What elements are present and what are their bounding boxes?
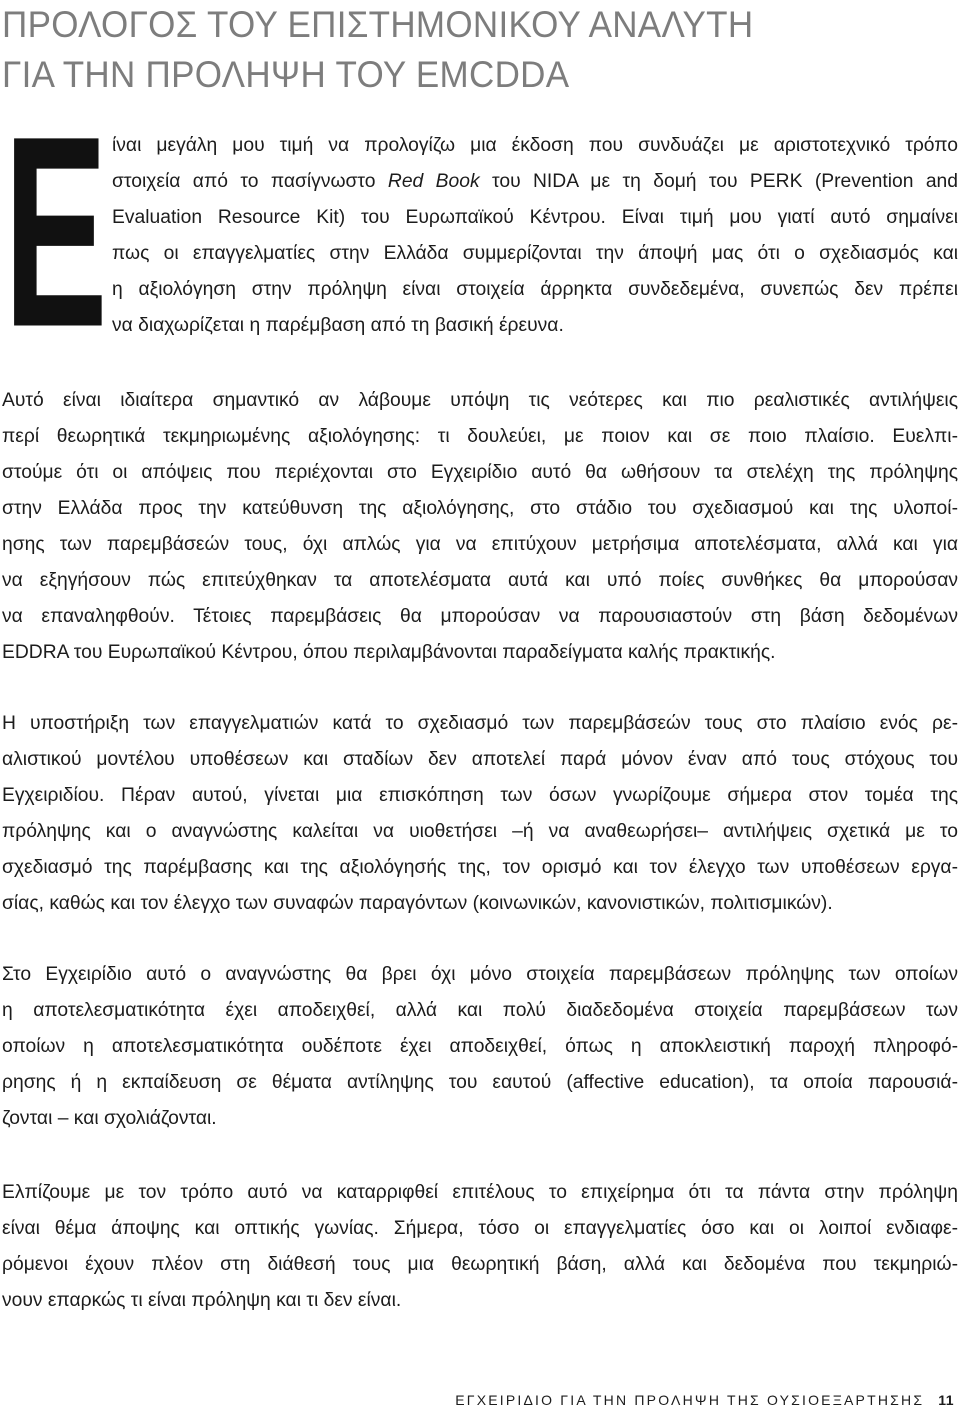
page-title (2, 0, 952, 100)
intro-line: ίναι μεγάλη μου τιμή να προλογίζω μια έκδοση που συνδυάζει με αριστοτεχνικό τρόπο (112, 135, 958, 156)
paragraph-line: σχεδιασμό της παρέμβασης και της αξιολόγησής της, τον ορισμό και τον έλεγχο των υποθέσεων εργα- (2, 857, 958, 878)
footer-title: ΕΓΧΕΙΡΙΔΙΟ ΓΙΑ ΤΗΝ ΠΡΟΛΗΨΗ ΤΗΣ ΟΥΣΙΟΕΞΑΡΤΗΣΗΣ (455, 1392, 925, 1408)
page-title-line-1: ΠΡΟΛΟΓΟΣ ΤΟΥ ΕΠΙΣΤΗΜΟΝΙΚΟΥ ΑΝΑΛΥΤΗ (2, 4, 754, 46)
paragraph-line: περί θεωρητικά τεκμηριωμένης αξιολόγησης: τι δουλεύει, με ποιον και σε ποιο πλαίσιο. Ευελπι- (2, 426, 958, 447)
paragraph-line: Στο Εγχειρίδιο αυτό ο αναγνώστης θα βρει όχι μόνο στοιχεία παρεμβάσεων πρόληψης των οποίων (2, 964, 958, 985)
paragraph-line: στούμε ότι οι απόψεις που περιέχονται στο Εγχειρίδιο αυτό θα ωθήσουν τα στελέχη της πρόληψης (2, 462, 958, 483)
paragraph-line: να εξηγήσουν πώς επιτεύχθηκαν τα αποτελέσματα αυτά και υπό ποίες συνθήκες θα μπορούσαν (2, 570, 958, 591)
paragraph-line: αλιστικού μοντέλου υποθέσεων και σταδίων δεν αποτελεί παρά μόνον έναν από τους στόχους του (2, 749, 958, 770)
paragraph-line: η αποτελεσματικότητα έχει αποδειχθεί, αλλά και πολύ διαδεδομένα στοιχεία παρεμβάσεων των (2, 1000, 958, 1021)
paragraph-line: Αυτό είναι ιδιαίτερα σημαντικό αν λάβουμε υπόψη τις νεότερες και πιο ρεαλιστικές αντιλήψεις (2, 390, 958, 411)
intro-line: η αξιολόγηση στην πρόληψη είναι στοιχεία άρρηκτα συνδεδεμένα, συνεπώς δεν πρέπει (112, 279, 958, 300)
red-book-title: Red Book (387, 171, 480, 192)
paragraph-line: Ελπίζουμε με τον τρόπο αυτό να καταρριφθεί επιτέλους το επιχείρημα ότι τα πάντα στην πρόληψη (2, 1182, 958, 1203)
drop-cap-letter: Ε (3, 80, 109, 384)
paragraph-line: ζονται – και σχολιάζονται. (2, 1108, 217, 1129)
intro-line: πως οι επαγγελματίες στην Ελλάδα συμμερίζονται την άποψή μας ότι ο σχεδιασμός και (112, 243, 958, 264)
intro-line: να διαχωρίζεται η παρέμβαση από τη βασική έρευνα. (112, 315, 564, 336)
paragraph-line: ρόμενοι έχουν πλέον στη διάθεσή τους μια θεωρητική βάση, αλλά και δεδομένα που τεκμηριώ- (2, 1254, 958, 1275)
paragraph-line: είναι θέμα άποψης και οπτικής γωνίας. Σήμερα, τόσο οι επαγγελματίες όσο και οι λοιποί ενδιαφε- (2, 1218, 958, 1239)
intro-line (112, 164, 958, 200)
paragraph-line: σίας, καθώς και τον έλεγχο των συναφών παραγόντων (κοινωνικών, κανονιστικών, πολιτισμικών). (2, 893, 833, 914)
page-footer (455, 1392, 954, 1408)
paragraph-line: στην Ελλάδα προς την κατεύθυνση της αξιολόγησης, στο στάδιο του σχεδιασμού και της υλοποί- (2, 498, 958, 519)
paragraph-line: ησης των παρεμβάσεών τους, όχι απλώς για να επιτύχουν μετρήσιμα αποτελέσματα, αλλά και για (2, 534, 958, 555)
intro-text: στοιχεία από το πασίγνωστο (112, 171, 388, 192)
paragraph-2 (2, 706, 958, 922)
intro-paragraph (112, 128, 958, 344)
page-title-line-2: ΓΙΑ ΤΗΝ ΠΡΟΛΗΨΗ ΤΟΥ EMCDDA (2, 54, 570, 96)
paragraph-line: να επαναληφθούν. Τέτοιες παρεμβάσεις θα μπορούσαν να παρουσιαστούν στη βάση δεδομένων (2, 606, 958, 627)
paragraph-line: Η υποστήριξη των επαγγελματιών κατά το σχεδιασμό των παρεμβάσεών τους στο πλαίσιο ενός ρε- (2, 713, 958, 734)
paragraph-3 (2, 957, 958, 1137)
paragraph-line: EDDRA του Ευρωπαϊκού Κέντρου, όπου περιλαμβάνονται παραδείγματα καλής πρακτικής. (2, 642, 776, 663)
intro-line: Evaluation Resource Kit) του Ευρωπαϊκού Κέντρου. Είναι τιμή μου γιατί αυτό σημαίνει (112, 207, 958, 228)
paragraph-line: ρησης ή η εκπαίδευση σε θέματα αντίληψης του εαυτού (affective education), τα οποία παρουσιά- (2, 1072, 958, 1093)
page-number: 11 (938, 1392, 954, 1408)
paragraph-1 (2, 383, 958, 671)
intro-text: του NIDA με τη δομή του PERK (Prevention and (479, 171, 958, 192)
paragraph-line: Εγχειριδίου. Πέραν αυτού, γίνεται μια επισκόπηση των όσων γνωρίζουμε σήμερα στον τομέα της (2, 785, 958, 806)
paragraph-line: πρόληψης και ο αναγνώστης καλείται να υιοθετήσει –ή να αναθεωρήσει– αντιλήψεις σχετικά με το (2, 821, 958, 842)
drop-cap (3, 80, 109, 384)
paragraph-line: οποίων η αποτελεσματικότητα ουδέποτε έχει αποδειχθεί, όπως η αποκλειστική παροχή πληροφό- (2, 1036, 958, 1057)
paragraph-4 (2, 1175, 958, 1319)
paragraph-line: νουν επαρκώς τι είναι πρόληψη και τι δεν είναι. (2, 1290, 402, 1311)
